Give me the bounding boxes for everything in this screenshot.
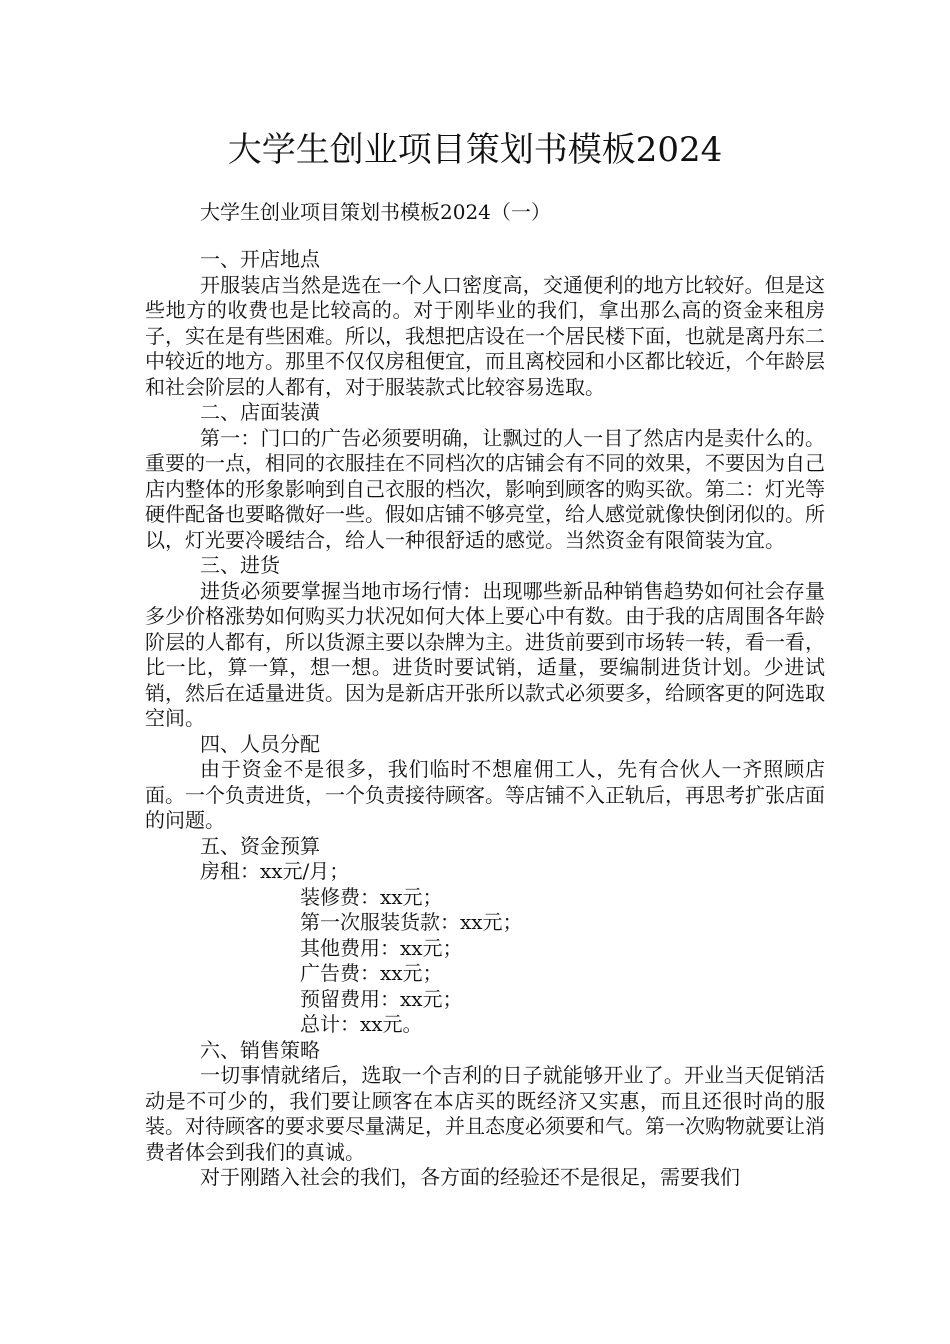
paragraph-sales: 一切事情就绪后，选取一个吉利的日子就能够开业了。开业当天促销活动是不可少的，我们要让顾客在本店买的既经济又实惠，而且还很时尚的服装。对待顾客的要求要尽量满足，并且态度必须要和气。第一次购物就要让消费者体会到我们的真诚。 xyxy=(145,1063,825,1164)
section-heading-staffing: 四、人员分配 xyxy=(200,731,320,756)
section-heading-location: 一、开店地点 xyxy=(200,247,320,271)
document-title: 大学生创业项目策划书模板2024 xyxy=(227,130,723,170)
section-heading-budget: 五、资金预算 xyxy=(200,833,320,858)
budget-rent: 房租：xx元/月； xyxy=(200,859,350,883)
budget-item: 预留费用：xx元； xyxy=(300,986,463,1011)
paragraph-location: 开服装店当然是选在一个人口密度高，交通便利的地方比较好。但是这些地方的收费也是比较高的。对于刚毕业的我们，拿出那么高的资金来租房子，实在是有些困难。所以，我想把店设在一个居民楼下面，也就是离丹东二中较近的地方。那里不仅仅房租便宜，而且离校园和小区都比较近，个年龄层和社会阶层的人都有，对于服装款式比较容易选取。 xyxy=(145,272,825,399)
budget-item: 第一次服装货款：xx元； xyxy=(300,910,523,934)
paragraph-purchasing: 进货必须要掌握当地市场行情：出现哪些新品种销售趋势如何社会存量多少价格涨势如何购买力状况如何大体上要心中有数。由于我的店周围各年龄阶层的人都有，所以货源主要以杂牌为主。进货前要到市场转一转，看一看，比一比，算一算，想一想。进货时要试销，适量，要编制进货计划。少进试销，然后在适量进货。因为是新店开张所以款式必须要多，给顾客更的阿选取空间。 xyxy=(145,578,825,730)
document-body xyxy=(145,247,825,1191)
budget-item: 其他费用：xx元； xyxy=(300,935,463,960)
paragraph-staffing: 由于资金不是很多，我们临时不想雇佣工人，先有合伙人一齐照顾店面。一个负责进货，一个负责接待顾客。等店铺不入正轨后，再思考扩张店面的问题。 xyxy=(145,757,825,832)
section-heading-purchasing: 三、进货 xyxy=(200,553,280,577)
budget-item: 广告费：xx元； xyxy=(300,961,443,985)
budget-total: 总计：xx元。 xyxy=(300,1012,423,1036)
section-heading-decoration: 二、店面装潢 xyxy=(200,400,320,424)
paragraph-sales-continued: 对于刚踏入社会的我们，各方面的经验还不是很足，需要我们 xyxy=(200,1165,740,1189)
section-heading-sales: 六、销售策略 xyxy=(200,1037,320,1062)
budget-item: 装修费：xx元； xyxy=(300,884,443,909)
paragraph-decoration: 第一：门口的广告必须要明确，让飘过的人一目了然店内是卖什么的。重要的一点，相同的衣服挂在不同档次的店铺会有不同的效果，不要因为自己店内整体的形象影响到自己衣服的档次，影响到顾客的购买欲。第二：灯光等硬件配备也要略微好一些。假如店铺不够亮堂，给人感觉就像快倒闭似的。所以，灯光要冷暖结合，给人一种很舒适的感觉。当然资金有限简装为宜。 xyxy=(145,425,825,552)
document-subtitle: 大学生创业项目策划书模板2024（一） xyxy=(200,200,551,224)
